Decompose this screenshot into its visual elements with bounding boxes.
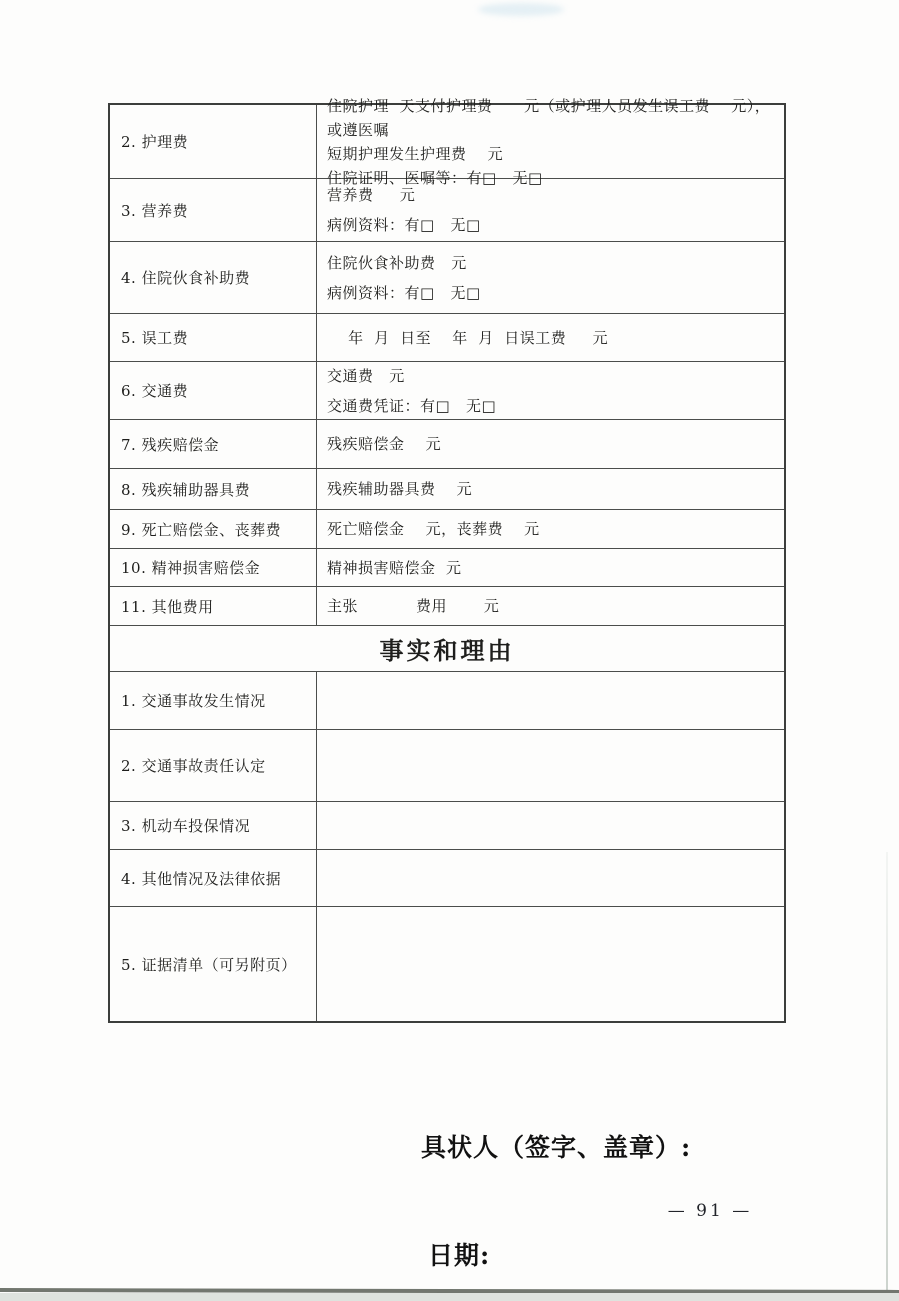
claim-row-detail: 年 月 日至 年 月 日误工费 元: [327, 328, 609, 347]
claim-row-detail: 主张 费用 元: [327, 597, 500, 615]
claim-row: [110, 469, 784, 510]
facts-row-label: 2. 交通事故责任认定: [110, 730, 317, 801]
facts-section-header: [110, 626, 784, 672]
claim-row-detail: 短期护理发生护理费 元: [327, 144, 504, 163]
facts-entry-area: [317, 850, 784, 906]
claim-row-label: 6. 交通费: [110, 362, 317, 419]
page-number: — 91 —: [667, 1201, 753, 1221]
facts-row-label: 4. 其他情况及法律依据: [110, 850, 317, 906]
claim-row-detail: 住院护理 天支付护理费 元（或护理人员发生误工费 元），或遵医嘱: [327, 96, 771, 139]
facts-entry-area: [317, 802, 784, 849]
claim-row-content: [317, 510, 784, 548]
facts-row: [110, 907, 784, 1021]
signatory-label: 具状人（签字、盖章）:: [421, 1133, 692, 1162]
claim-row-label: 2. 护理费: [110, 105, 317, 178]
claim-row-label: 3. 营养费: [110, 179, 317, 241]
claim-row-content: [317, 362, 784, 419]
claim-row: [110, 362, 784, 420]
claim-row-detail: 住院证明、医嘱等：有□ 无□: [327, 168, 543, 187]
facts-row-label: 1. 交通事故发生情况: [110, 672, 317, 729]
scan-smudge: [478, 3, 564, 16]
claim-row: [110, 420, 784, 469]
claim-row-label: 5. 误工费: [110, 314, 317, 361]
claim-row-detail: 死亡赔偿金 元，丧葬费 元: [327, 520, 540, 538]
claim-row: [110, 314, 784, 362]
claim-row-content: [317, 549, 784, 586]
claim-row-detail: 病例资料：有□ 无□: [327, 216, 481, 234]
claim-row-detail: 交通费 元: [327, 366, 405, 385]
claim-row-label: 7. 残疾赔偿金: [110, 420, 317, 468]
claim-row-detail: 交通费凭证：有□ 无□: [327, 396, 497, 415]
claim-row-content: [317, 420, 784, 468]
facts-row-label: 3. 机动车投保情况: [110, 802, 317, 849]
facts-entry-area: [317, 672, 784, 729]
claim-row-detail: 病例资料：有□ 无□: [327, 283, 481, 302]
claim-row-detail: 营养费 元: [327, 186, 416, 204]
claim-row: [110, 96, 784, 187]
scan-edge-bottom-shadow: [0, 1293, 899, 1301]
claim-row: [110, 587, 784, 626]
claim-row-content: [317, 242, 784, 313]
facts-entry-area: [317, 730, 784, 801]
facts-row-label: 5. 证据清单（可另附页）: [110, 907, 317, 1021]
claim-row-content: [317, 96, 784, 187]
claim-row-content: [317, 469, 784, 509]
claim-row: [110, 510, 784, 549]
claim-items-table: [108, 96, 786, 1023]
claim-row-label: 4. 住院伙食补助费: [110, 242, 317, 313]
claim-row-detail: 住院伙食补助费 元: [327, 253, 467, 272]
claim-row-detail: 残疾赔偿金 元: [327, 435, 442, 453]
facts-section-title: 事实和理由: [379, 636, 515, 665]
facts-row: [110, 730, 784, 802]
claim-row-content: [317, 314, 784, 361]
claim-row: [110, 179, 784, 242]
signature-block: [421, 1058, 691, 1301]
claim-row-content: [317, 587, 784, 625]
facts-row: [110, 850, 784, 907]
facts-row: [110, 672, 784, 730]
claim-row-detail: 残疾辅助器具费 元: [327, 480, 473, 498]
facts-entry-area: [317, 907, 784, 1021]
claim-row-label: 10. 精神损害赔偿金: [110, 549, 317, 586]
facts-row: [110, 802, 784, 850]
scan-edge-right: [886, 852, 888, 1293]
claim-row-label: 8. 残疾辅助器具费: [110, 469, 317, 509]
claim-row: [110, 549, 784, 587]
claim-row-detail: 精神损害赔偿金 元: [327, 558, 462, 577]
claim-row-label: 9. 死亡赔偿金、丧葬费: [110, 510, 317, 548]
date-label: 日期:: [428, 1241, 491, 1270]
claim-row: [110, 242, 784, 314]
claim-row-content: [317, 179, 784, 241]
claim-row-label: 11. 其他费用: [110, 587, 317, 625]
